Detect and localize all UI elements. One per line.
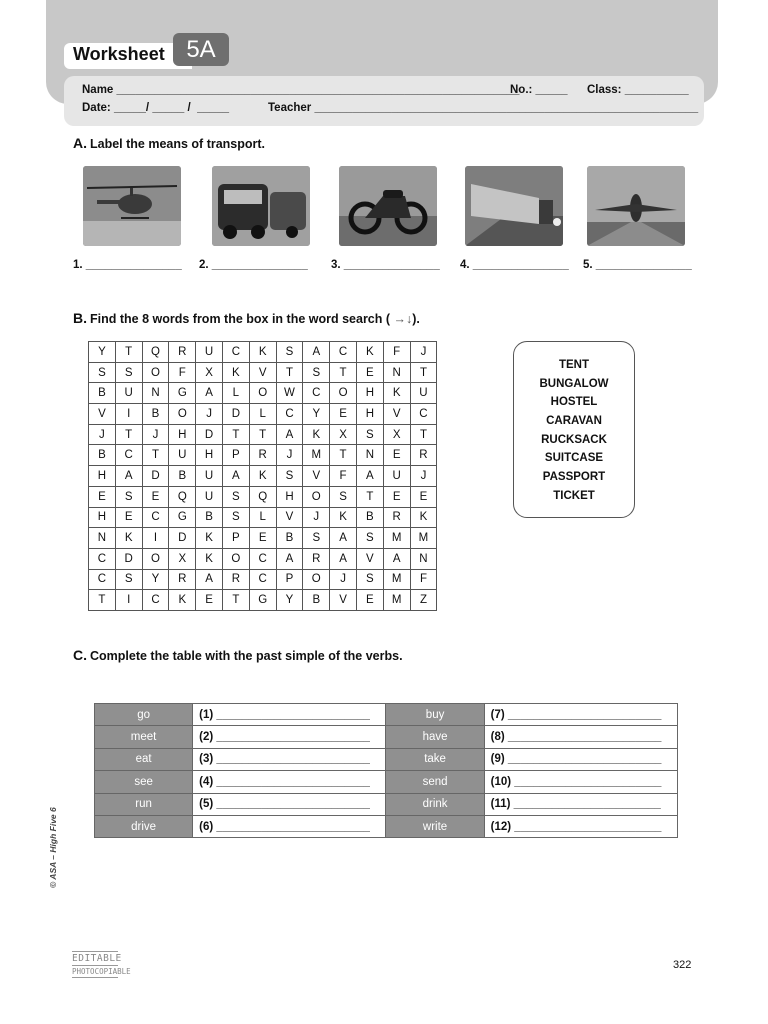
word-search-cell[interactable]: M [303,445,330,466]
word-search-cell[interactable]: R [249,445,276,466]
word-list-item: TENT [558,359,590,371]
word-search-cell[interactable]: U [196,342,223,363]
word-search-cell[interactable]: J [276,445,303,466]
word-search-cell[interactable]: J [89,424,116,445]
word-search-cell[interactable]: K [330,507,357,528]
word-search-cell[interactable]: B [303,590,330,611]
section-a-heading [73,135,265,151]
word-search-cell[interactable]: A [196,569,223,590]
word-search-cell[interactable]: K [196,548,223,569]
word-search-cell[interactable]: J [303,507,330,528]
word-search-cell[interactable]: N [356,445,383,466]
section-c-heading [73,647,403,663]
worksheet-number-badge: 5A [173,33,229,66]
word-search-cell[interactable]: B [89,383,116,404]
word-search-cell[interactable]: K [356,342,383,363]
word-search-cell[interactable]: M [410,528,437,549]
word-search-cell[interactable]: E [115,507,142,528]
word-search-cell[interactable]: Q [249,486,276,507]
word-search-cell[interactable]: T [410,424,437,445]
word-search-cell[interactable]: D [142,466,169,487]
word-search-cell[interactable]: I [142,528,169,549]
word-search-cell[interactable]: S [303,528,330,549]
word-search-cell[interactable]: M [383,590,410,611]
word-search-cell[interactable]: T [115,342,142,363]
word-search-cell[interactable]: K [169,590,196,611]
word-search-cell[interactable]: C [276,404,303,425]
word-search-cell[interactable]: F [330,466,357,487]
word-search-cell[interactable]: S [303,362,330,383]
word-search-cell[interactable]: O [142,548,169,569]
worksheet-title: Worksheet [73,44,165,64]
word-search-cell[interactable]: V [303,466,330,487]
verb-cell: take [386,748,484,770]
taxi-photo [212,166,310,246]
word-search-cell[interactable]: E [89,486,116,507]
word-search-cell[interactable]: T [222,590,249,611]
word-search-cell[interactable]: X [330,424,357,445]
word-search-cell[interactable]: U [196,486,223,507]
word-search-cell[interactable]: E [196,590,223,611]
word-search-cell[interactable]: H [89,466,116,487]
word-search-cell[interactable]: O [169,404,196,425]
word-search-row [89,342,437,363]
word-search-cell[interactable]: U [410,383,437,404]
verb-cell: have [386,726,484,748]
word-search-cell[interactable]: K [249,466,276,487]
verb-cell: buy [386,704,484,726]
student-info-box [64,76,704,126]
word-search-cell[interactable]: M [383,569,410,590]
motorbike-photo [339,166,437,246]
word-search-cell[interactable]: G [249,590,276,611]
word-list-item: TICKET [553,489,595,502]
word-search-cell[interactable]: S [222,507,249,528]
word-search-cell[interactable]: R [383,507,410,528]
word-search-cell[interactable]: X [383,424,410,445]
word-search-cell[interactable]: A [303,342,330,363]
section-c-letter: C. [73,647,87,663]
word-search-cell[interactable]: V [89,404,116,425]
word-search-cell[interactable]: J [330,569,357,590]
word-search-cell[interactable]: B [142,404,169,425]
word-search-cell[interactable]: N [383,362,410,383]
section-b-letter: B. [73,310,87,326]
word-search-cell[interactable]: S [330,486,357,507]
stamp-line-2: PHOTOCOPIABLE [72,967,131,976]
answer-cell[interactable]: (10) _______________________ [484,771,677,793]
word-search-cell[interactable]: V [383,404,410,425]
word-search-cell[interactable]: K [196,528,223,549]
verb-cell: run [95,793,193,815]
word-search-cell[interactable]: U [196,466,223,487]
word-search-cell[interactable]: T [142,445,169,466]
word-search-cell[interactable]: B [356,507,383,528]
word-search-cell[interactable]: S [115,486,142,507]
word-search-cell[interactable]: Q [169,486,196,507]
word-search-cell[interactable]: R [169,342,196,363]
word-search-cell[interactable]: K [115,528,142,549]
word-search-cell[interactable]: H [169,424,196,445]
word-search-cell[interactable]: E [249,528,276,549]
word-search-cell[interactable]: Y [89,342,116,363]
word-search-cell[interactable]: C [222,342,249,363]
word-search-cell[interactable]: L [249,404,276,425]
word-search-cell[interactable]: A [276,548,303,569]
word-search-cell[interactable]: C [115,445,142,466]
word-search-cell[interactable]: C [89,569,116,590]
lorry-photo [465,166,563,246]
word-search-cell[interactable]: A [356,466,383,487]
section-a-instruction: Label the means of transport. [90,137,266,151]
word-search-cell[interactable]: O [330,383,357,404]
word-search-cell[interactable]: K [383,383,410,404]
date-field[interactable]: Date: _____/ _____ / _____ [82,102,230,114]
word-search-row [89,362,437,383]
word-search-cell[interactable]: E [330,404,357,425]
word-search-cell[interactable]: D [169,528,196,549]
word-search-cell[interactable]: E [383,445,410,466]
word-search-cell[interactable]: H [356,404,383,425]
word-search-cell[interactable]: A [330,548,357,569]
word-list-item: RUCKSACK [541,433,607,446]
word-search-cell[interactable]: T [410,362,437,383]
answer-cell[interactable]: (1) ________________________ [193,704,386,726]
teacher-field[interactable]: Teacher ____________________________________________________________ [268,102,699,114]
word-search-cell[interactable]: A [330,528,357,549]
label-answer-3[interactable]: 3. _______________ [331,259,440,271]
word-search-cell[interactable]: H [196,445,223,466]
word-search-cell[interactable]: A [222,466,249,487]
word-search-cell[interactable]: D [196,424,223,445]
word-search-row [89,507,437,528]
word-search-cell[interactable]: U [115,383,142,404]
word-search-cell[interactable]: E [383,486,410,507]
verb-cell: send [386,771,484,793]
word-search-cell[interactable]: R [303,548,330,569]
section-b-heading [73,310,420,326]
word-search-row [89,404,437,425]
verb-row [95,793,678,815]
answer-cell[interactable]: (3) ________________________ [193,748,386,770]
verb-row [95,815,678,837]
word-search-cell[interactable]: A [383,548,410,569]
word-search-row [89,548,437,569]
word-search-cell[interactable]: F [383,342,410,363]
word-search-row [89,486,437,507]
word-search-cell[interactable]: B [276,528,303,549]
word-search-cell[interactable]: B [89,445,116,466]
word-search-row [89,383,437,404]
word-search-cell[interactable]: U [169,445,196,466]
word-search-cell[interactable]: V [276,507,303,528]
word-search-cell[interactable]: S [222,486,249,507]
word-search-cell[interactable]: A [115,466,142,487]
word-search-grid [88,341,437,611]
word-search-cell[interactable]: T [330,362,357,383]
word-search-cell[interactable]: P [276,569,303,590]
word-list-item: SUITCASE [544,452,604,465]
word-search-cell[interactable]: F [169,362,196,383]
word-search-cell[interactable]: C [89,548,116,569]
word-list [514,342,634,509]
word-search-cell[interactable]: T [222,424,249,445]
word-search-cell[interactable]: Y [303,404,330,425]
word-search-row [89,424,437,445]
word-search-cell[interactable]: Q [142,342,169,363]
word-search-cell[interactable]: D [222,404,249,425]
word-search-cell[interactable]: T [356,486,383,507]
word-search-cell[interactable]: P [222,528,249,549]
verb-row [95,748,678,770]
word-search-cell[interactable]: V [249,362,276,383]
answer-cell[interactable]: (11) _______________________ [484,793,677,815]
verb-cell: eat [95,748,193,770]
word-search-cell[interactable]: T [330,445,357,466]
word-list-item: BUNGALOW [539,377,609,390]
word-search-cell[interactable]: C [303,383,330,404]
word-search-cell[interactable]: V [356,548,383,569]
word-search-cell[interactable]: T [276,362,303,383]
word-search-cell[interactable]: P [222,445,249,466]
word-search-cell[interactable]: N [410,548,437,569]
stamp-line-1: EDITABLE [72,953,122,964]
word-search-row [89,590,437,611]
word-search-cell[interactable]: H [89,507,116,528]
verb-row [95,771,678,793]
label-answer-2[interactable]: 2. _______________ [199,259,308,271]
word-search-cell[interactable]: J [196,404,223,425]
section-c-instruction: Complete the table with the past simple of the verbs. [90,649,403,663]
answer-cell[interactable]: (5) ________________________ [193,793,386,815]
past-simple-table [94,703,678,838]
helicopter-photo [83,166,181,246]
verb-cell: see [95,771,193,793]
word-search-cell[interactable]: C [410,404,437,425]
answer-cell[interactable]: (8) ________________________ [484,726,677,748]
page-number: 322 [673,959,692,971]
word-search-cell[interactable]: Z [410,590,437,611]
word-search-cell[interactable]: Y [276,590,303,611]
word-search-cell[interactable]: O [222,548,249,569]
word-search-cell[interactable]: E [356,362,383,383]
word-search-cell[interactable]: L [222,383,249,404]
answer-cell[interactable]: (7) ________________________ [484,704,677,726]
word-search-row [89,569,437,590]
word-search-cell[interactable]: C [249,569,276,590]
verb-cell: go [95,704,193,726]
label-answer-4[interactable]: 4. _______________ [460,259,569,271]
word-list-item: CARAVAN [546,415,602,428]
word-box [513,341,635,518]
word-search-cell[interactable]: C [142,507,169,528]
direction-arrows-icon: →↓ [393,312,413,326]
word-search-cell[interactable]: A [196,383,223,404]
word-search-cell[interactable]: N [142,383,169,404]
word-search-cell[interactable]: E [142,486,169,507]
verb-cell: drive [95,815,193,837]
label-answer-1[interactable]: 1. _______________ [73,259,182,271]
word-search-cell[interactable]: A [276,424,303,445]
word-search-cell[interactable]: T [249,424,276,445]
word-search-cell[interactable]: N [89,528,116,549]
word-search-cell[interactable]: U [383,466,410,487]
word-search-cell[interactable]: C [142,590,169,611]
editable-photocopiable-stamp [72,951,131,978]
word-search-cell[interactable]: S [276,466,303,487]
name-field[interactable]: Name _______________________________________________________________ [82,84,520,96]
verb-cell: meet [95,726,193,748]
word-search-row [89,466,437,487]
word-search-cell[interactable]: S [115,362,142,383]
number-field[interactable]: No.: _____ [510,84,568,96]
word-search-row [89,528,437,549]
word-search-cell[interactable]: K [222,362,249,383]
word-search-cell[interactable]: J [142,424,169,445]
word-search-cell[interactable]: S [89,362,116,383]
word-search-cell[interactable]: L [249,507,276,528]
word-search-cell[interactable]: H [356,383,383,404]
word-search-cell[interactable]: T [115,424,142,445]
word-search-cell[interactable]: V [330,590,357,611]
word-search-cell[interactable]: O [142,362,169,383]
answer-cell[interactable]: (4) ________________________ [193,771,386,793]
word-search-cell[interactable]: G [169,507,196,528]
plane-photo [587,166,685,246]
word-search-cell[interactable]: R [410,445,437,466]
word-search-cell[interactable]: X [196,362,223,383]
word-search-cell[interactable]: Y [142,569,169,590]
word-search-cell[interactable]: X [169,548,196,569]
answer-cell[interactable]: (12) _______________________ [484,815,677,837]
word-search-cell[interactable]: D [115,548,142,569]
word-search-cell[interactable]: J [410,466,437,487]
word-search-cell[interactable]: W [276,383,303,404]
word-search-cell[interactable]: G [169,383,196,404]
word-search-row [89,445,437,466]
word-search-cell[interactable]: K [303,424,330,445]
word-search-cell[interactable]: E [410,486,437,507]
word-search-cell[interactable]: O [249,383,276,404]
word-search-cell[interactable]: I [115,404,142,425]
verb-cell: write [386,815,484,837]
word-search-cell[interactable]: K [249,342,276,363]
section-b-instruction: Find the 8 words from the box in the word search ( [90,312,391,326]
verb-cell: drink [386,793,484,815]
section-a-letter: A. [73,135,87,151]
verb-row [95,726,678,748]
label-answer-5[interactable]: 5. _______________ [583,259,692,271]
word-search-cell[interactable]: K [410,507,437,528]
word-search-cell[interactable]: H [276,486,303,507]
word-search-cell[interactable]: B [196,507,223,528]
word-list-item: PASSPORT [542,471,606,484]
answer-cell[interactable]: (2) ________________________ [193,726,386,748]
class-field[interactable]: Class: __________ [587,84,689,96]
word-search-cell[interactable]: S [115,569,142,590]
word-search-cell[interactable]: S [356,424,383,445]
word-search-cell[interactable]: J [410,342,437,363]
word-search-cell[interactable]: E [356,590,383,611]
answer-cell[interactable]: (6) ________________________ [193,815,386,837]
section-b-instruction-end: ). [412,312,420,326]
word-search-cell[interactable]: R [222,569,249,590]
word-search-cell[interactable]: O [303,486,330,507]
word-search-cell[interactable]: B [169,466,196,487]
word-search-cell[interactable]: F [410,569,437,590]
word-search-cell[interactable]: M [383,528,410,549]
word-search-cell[interactable]: T [89,590,116,611]
word-search-cell[interactable]: C [249,548,276,569]
word-search-cell[interactable]: S [356,528,383,549]
word-search-cell[interactable]: I [115,590,142,611]
copyright-note: © ASA – High Five 6 [48,807,58,888]
word-search-cell[interactable]: S [276,342,303,363]
word-search-cell[interactable]: S [356,569,383,590]
answer-cell[interactable]: (9) ________________________ [484,748,677,770]
word-search-cell[interactable]: O [303,569,330,590]
word-search-cell[interactable]: R [169,569,196,590]
verb-row [95,704,678,726]
word-list-item: HOSTEL [550,396,598,409]
word-search-cell[interactable]: C [330,342,357,363]
